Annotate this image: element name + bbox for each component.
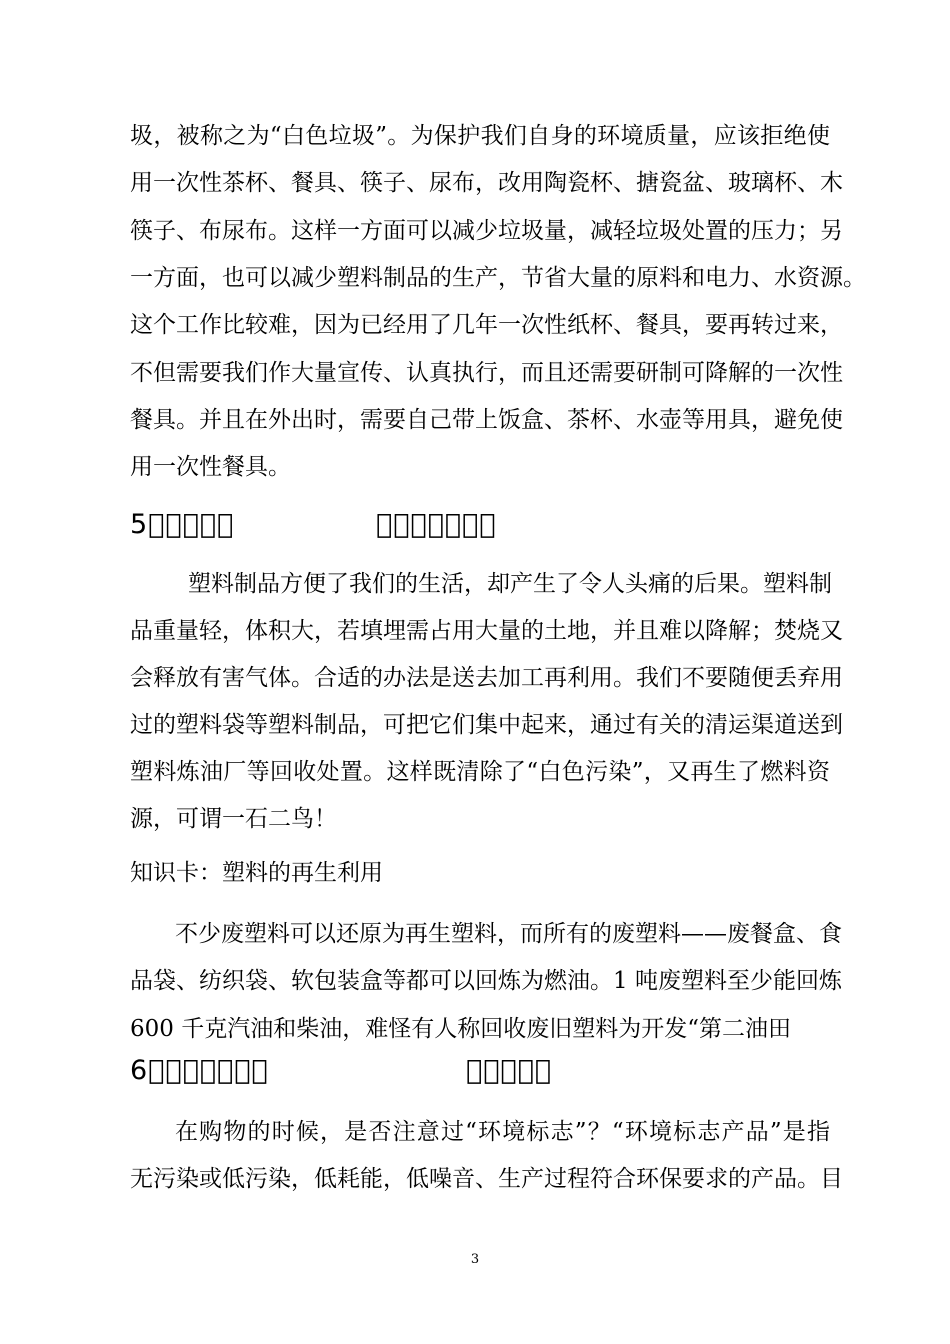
knowledge-card-title: 知识卡：塑料的再生利用	[130, 860, 383, 886]
paragraph-line: 圾，被称之为“白色垃圾”。为保护我们自身的环境质量，应该拒绝使	[130, 123, 830, 149]
paragraph-line: 用一次性茶杯、餐具、筷子、尿布，改用陶瓷杯、搪瓷盆、玻璃杯、木	[130, 170, 843, 196]
paragraph-line: 塑料制品方便了我们的生活，却产生了令人头痛的后果。塑料制	[188, 571, 832, 597]
paragraph-line: 筷子、布尿布。这样一方面可以减少垃圾量，减轻垃圾处置的压力；另	[130, 218, 843, 244]
paragraph-line: 一方面，也可以减少塑料制品的生产，节省大量的原料和电力、水资源。	[130, 265, 866, 291]
heading-part: 5     	[130, 509, 235, 540]
paragraph-line: 在购物的时候，是否注意过“环境标志”？“环境标志产品”是指	[175, 1119, 830, 1145]
paragraph-line: 不但需要我们作大量宣传、认真执行，而且还需要研制可降解的一次性	[130, 360, 843, 386]
heading-part: 6       	[130, 1055, 269, 1086]
heading-part:      	[466, 1055, 553, 1086]
paragraph-line: 餐具。并且在外出时，需要自己带上饭盒、茶杯、水壶等用具，避免使	[130, 407, 843, 433]
section-heading-6	[130, 1054, 830, 1088]
paragraph-line: 过的塑料袋等塑料制品，可把它们集中起来，通过有关的清运渠道送到	[130, 712, 843, 738]
paragraph-line: 会释放有害气体。合适的办法是送去加工再利用。我们不要随便丢弃用	[130, 665, 843, 691]
paragraph-line: 品袋、纺织袋、软包装盒等都可以回炼为燃油。1 吨废塑料至少能回炼	[130, 968, 842, 994]
paragraph-line: 品重量轻，体积大，若填埋需占用大量的土地，并且难以降解；焚烧又	[130, 618, 843, 644]
paragraph-line: 这个工作比较难，因为已经用了几年一次性纸杯、餐具，要再转过来，	[130, 312, 843, 338]
page-number: 3	[470, 1252, 480, 1267]
heading-part:        	[376, 509, 497, 540]
paragraph-line: 600 千克汽油和柴油，难怪有人称回收废旧塑料为开发“第二油田	[130, 1016, 791, 1042]
section-heading-5	[130, 508, 830, 542]
paragraph-line: 用一次性餐具。	[130, 454, 291, 480]
paragraph-line: 源，可谓一石二鸟！	[130, 806, 337, 832]
paragraph-line: 不少废塑料可以还原为再生塑料，而所有的废塑料——废餐盒、食	[175, 921, 842, 947]
paragraph-line: 塑料炼油厂等回收处置。这样既清除了“白色污染”，又再生了燃料资	[130, 759, 830, 785]
paragraph-line: 无污染或低污染，低耗能，低噪音、生产过程符合环保要求的产品。目	[130, 1166, 843, 1192]
